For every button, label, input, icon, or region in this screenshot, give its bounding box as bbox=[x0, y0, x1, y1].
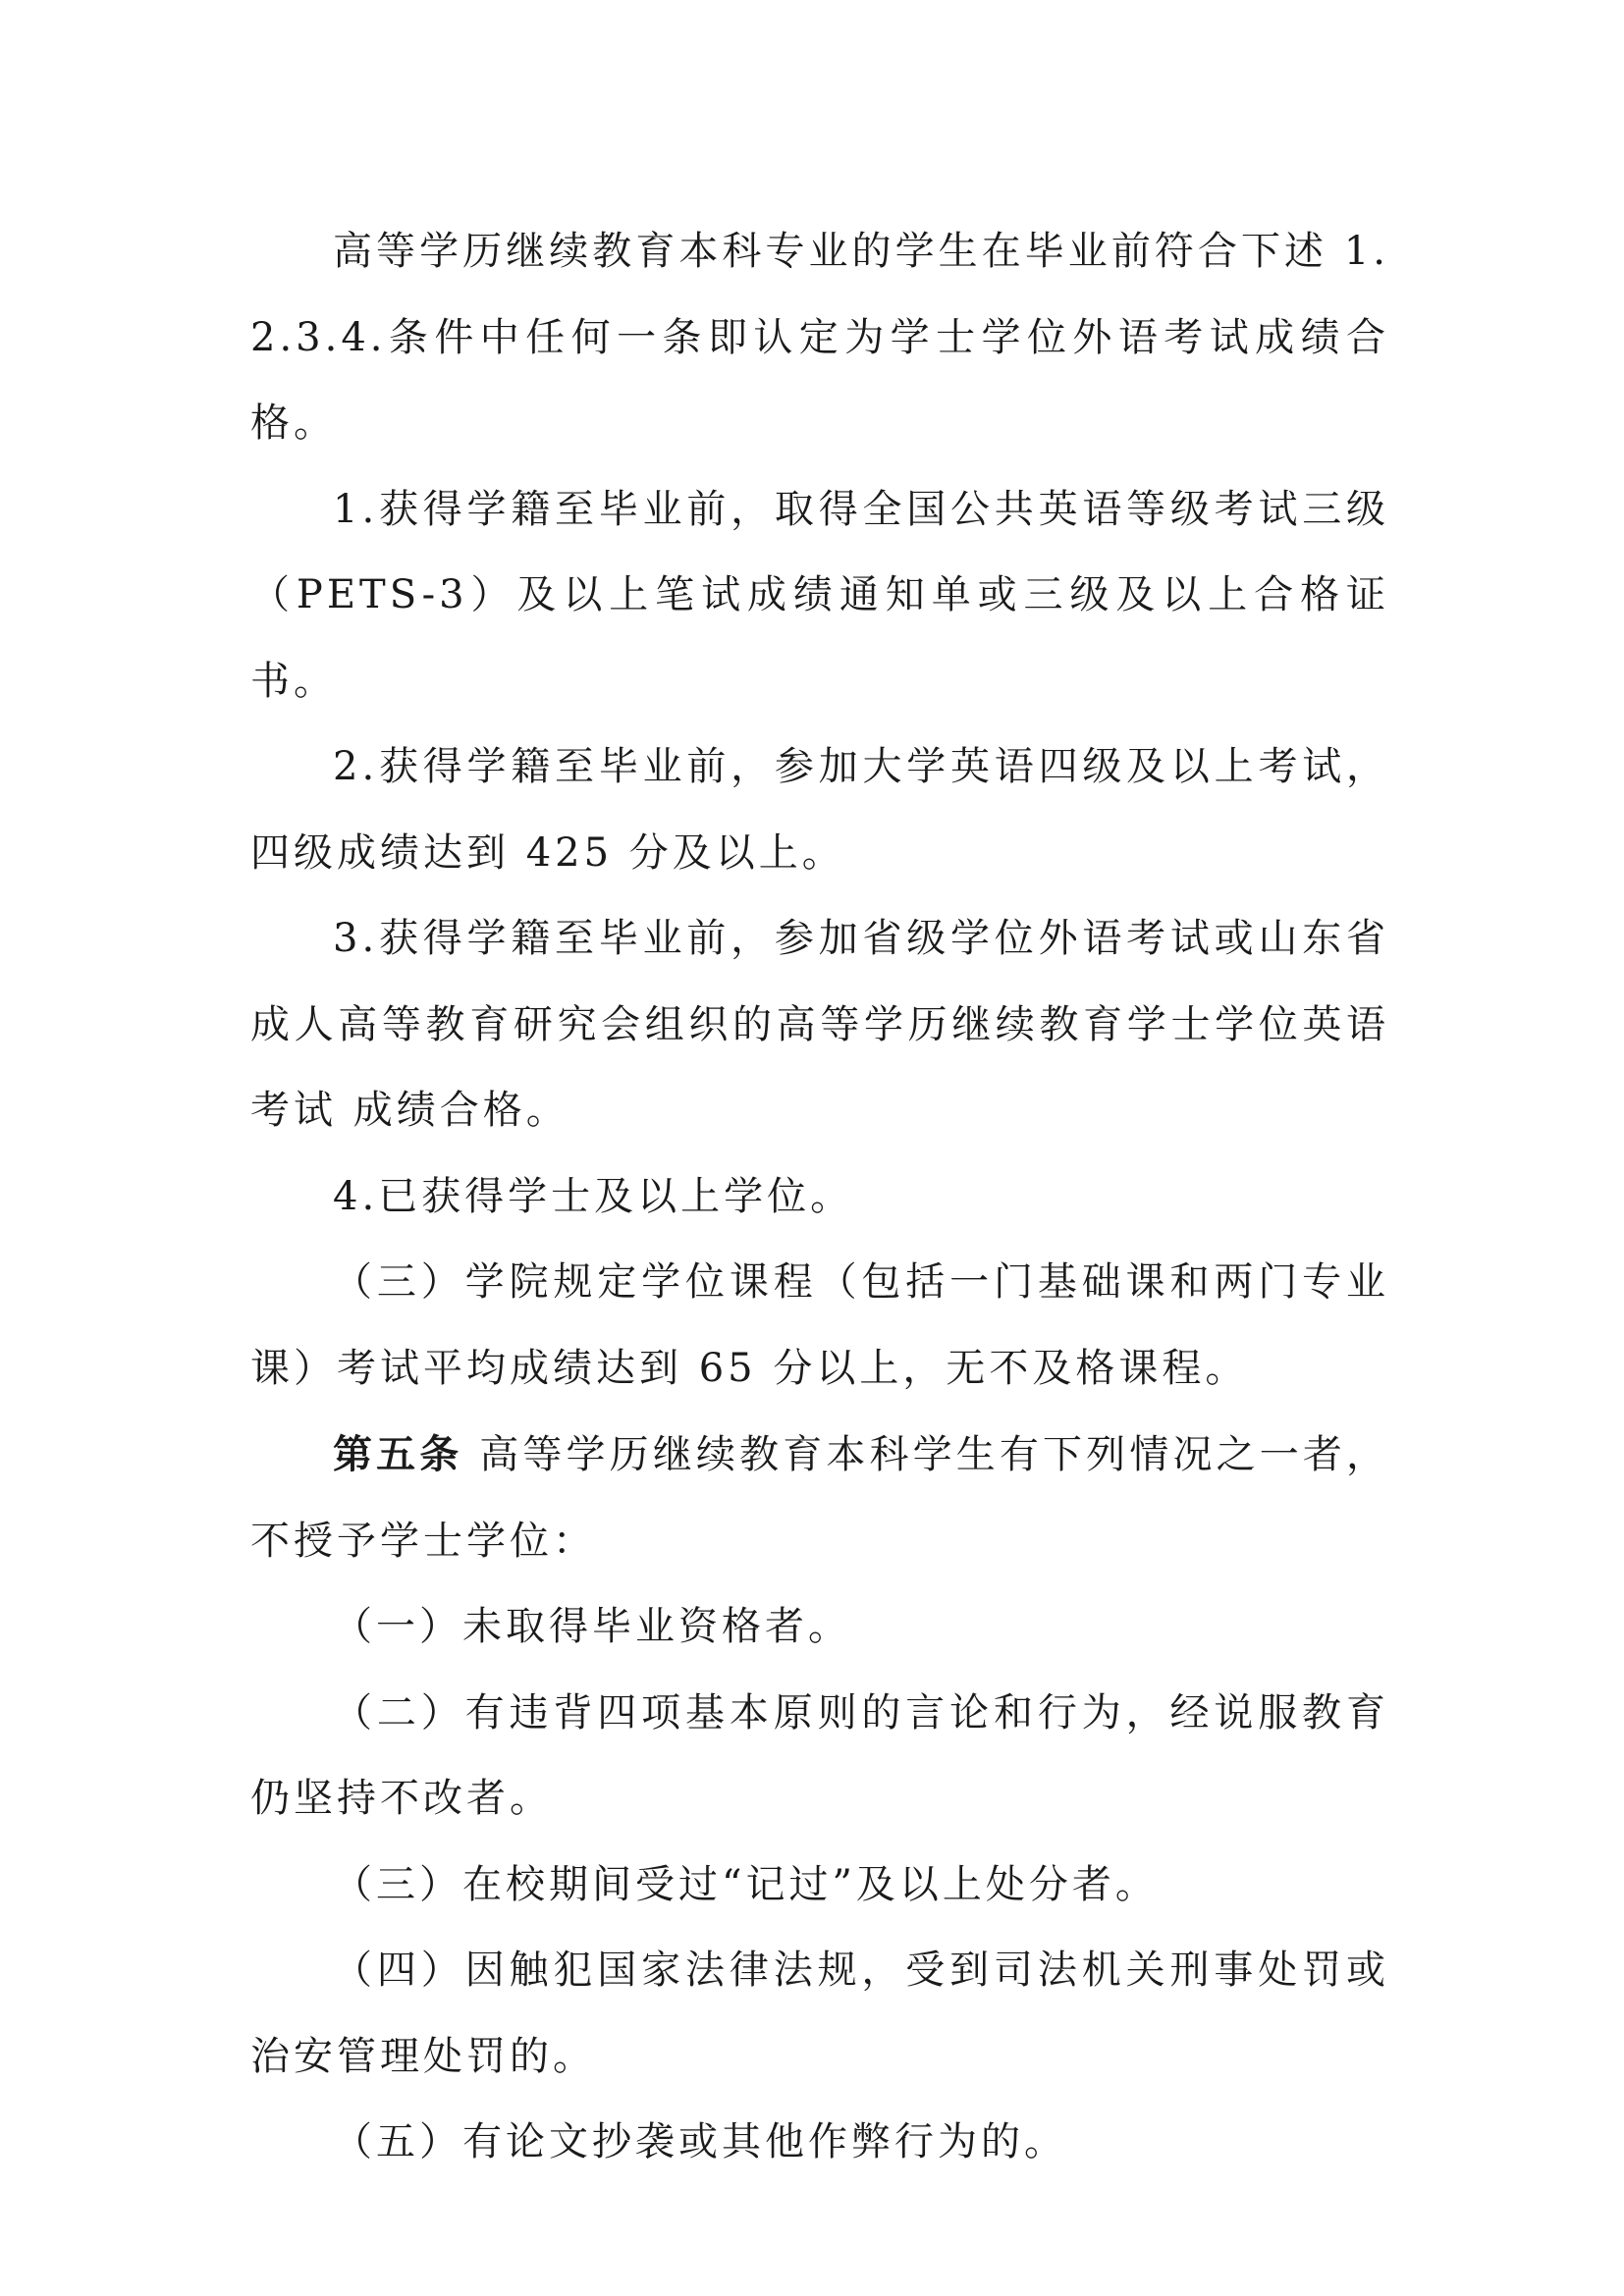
paragraph-condition-3: 3.获得学籍至毕业前，参加省级学位外语考试或山东省成人高等教育研究会组织的高等学历继续教育学士学位英语考试 成绩合格。 bbox=[250, 916, 1389, 1133]
list-item-2: （二）有违背四项基本原则的言论和行为，经说服教育仍坚持不改者。 bbox=[250, 1689, 1389, 1821]
paragraph-condition-1: 1.获得学籍至毕业前，取得全国公共英语等级考试三级（PETS-3）及以上笔试成绩通知单或三级及以上合格证书。 bbox=[250, 486, 1389, 704]
article-5-heading: 第五条 bbox=[333, 1431, 463, 1477]
document-page bbox=[250, 209, 1389, 2186]
list-item-4: （四）因触犯国家法律法规，受到司法机关刑事处罚或治安管理处罚的。 bbox=[250, 1948, 1389, 2079]
list-item-5: （五）有论文抄袭或其他作弊行为的。 bbox=[333, 2119, 1067, 2164]
paragraph-section-3: （三）学院规定学位课程（包括一门基础课和两门专业课）考试平均成绩达到 65 分以上，无不及格课程。 bbox=[250, 1259, 1389, 1391]
paragraph-condition-2: 2.获得学籍至毕业前，参加大学英语四级及以上考试，四级成绩达到 425 分及以上。 bbox=[250, 744, 1389, 876]
list-item-3: （三）在校期间受过“记过”及以上处分者。 bbox=[333, 1861, 1159, 1907]
list-item-1: （一）未取得毕业资格者。 bbox=[333, 1604, 851, 1649]
paragraph-condition-4: 4.已获得学士及以上学位。 bbox=[333, 1173, 854, 1219]
article-5-text: 高等学历继续教育本科学生有下列情况之一者，不授予学士学位： bbox=[250, 1432, 1390, 1564]
paragraph-article-5 bbox=[250, 1412, 1389, 1584]
paragraph-intro: 高等学历继续教育本科专业的学生在毕业前符合下述 1.2.3.4.条件中任何一条即认定为学士学位外语考试成绩合格。 bbox=[250, 229, 1389, 446]
